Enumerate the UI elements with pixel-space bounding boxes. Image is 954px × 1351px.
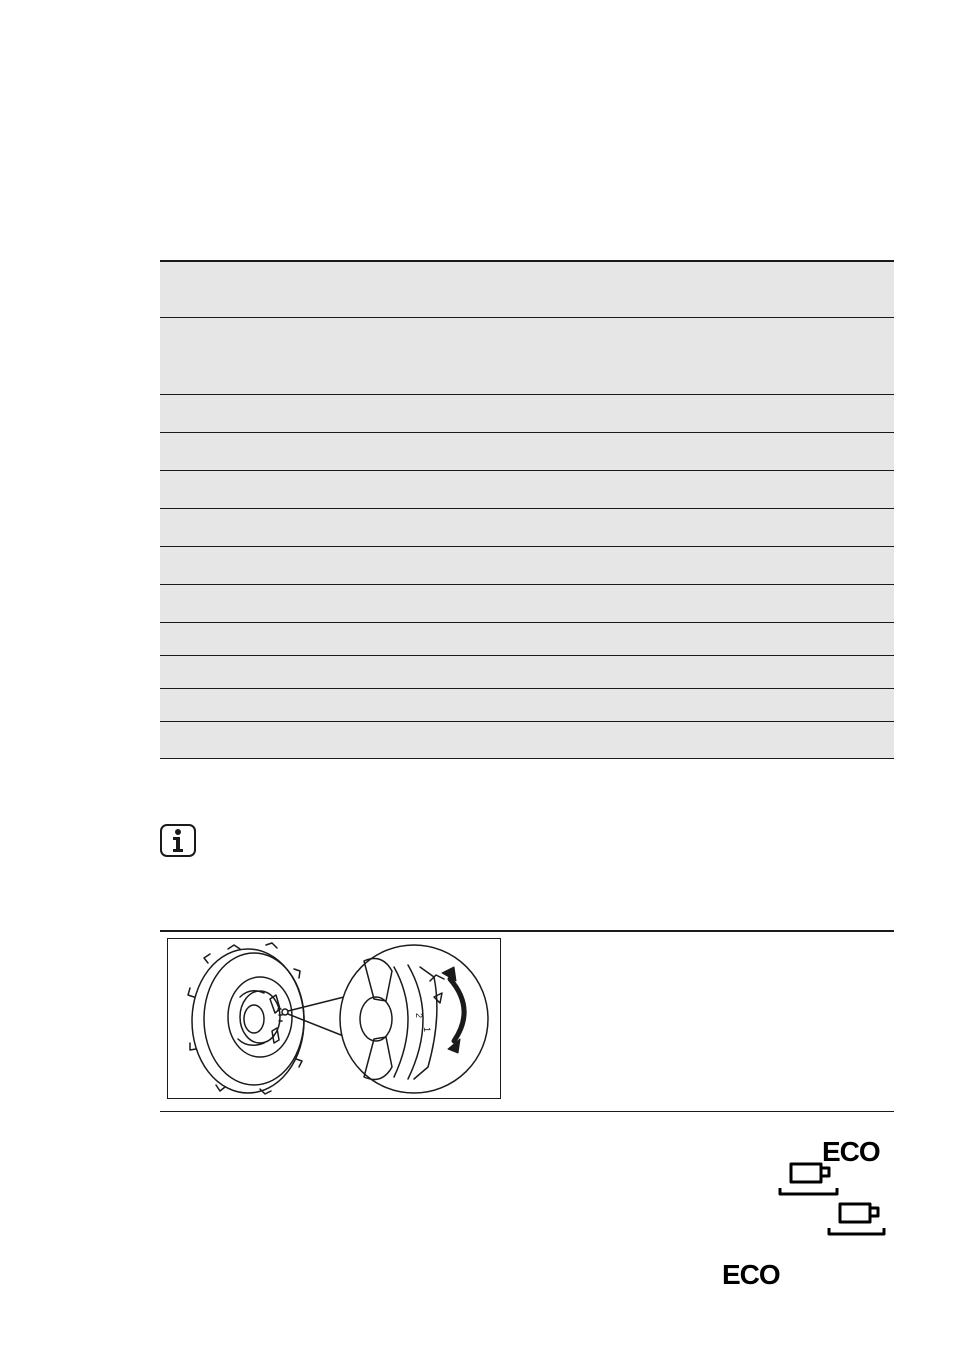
section-rule-top [160,930,894,932]
table-header-row [160,262,894,318]
eco-label-bottom: ECO [722,1259,780,1290]
table-row [160,623,894,656]
table-row [160,433,894,471]
table-row [160,689,894,722]
table-row [160,318,894,395]
cup-eco-icon [777,1160,843,1203]
settings-table [160,260,894,759]
table-row [160,656,894,689]
table-row [160,585,894,623]
table-row [160,395,894,433]
dial-label-1: 1 [422,1027,432,1033]
section-rule-bottom [160,1111,894,1112]
cup-icon [826,1200,888,1243]
water-softener-dial-figure [167,938,501,1099]
table-row [160,471,894,509]
eco-label-top: ECO [822,1136,880,1167]
table-row [160,509,894,547]
dial-label-2: 2 [414,1013,424,1019]
table-row [160,547,894,585]
info-icon [160,824,196,857]
table-row [160,722,894,759]
